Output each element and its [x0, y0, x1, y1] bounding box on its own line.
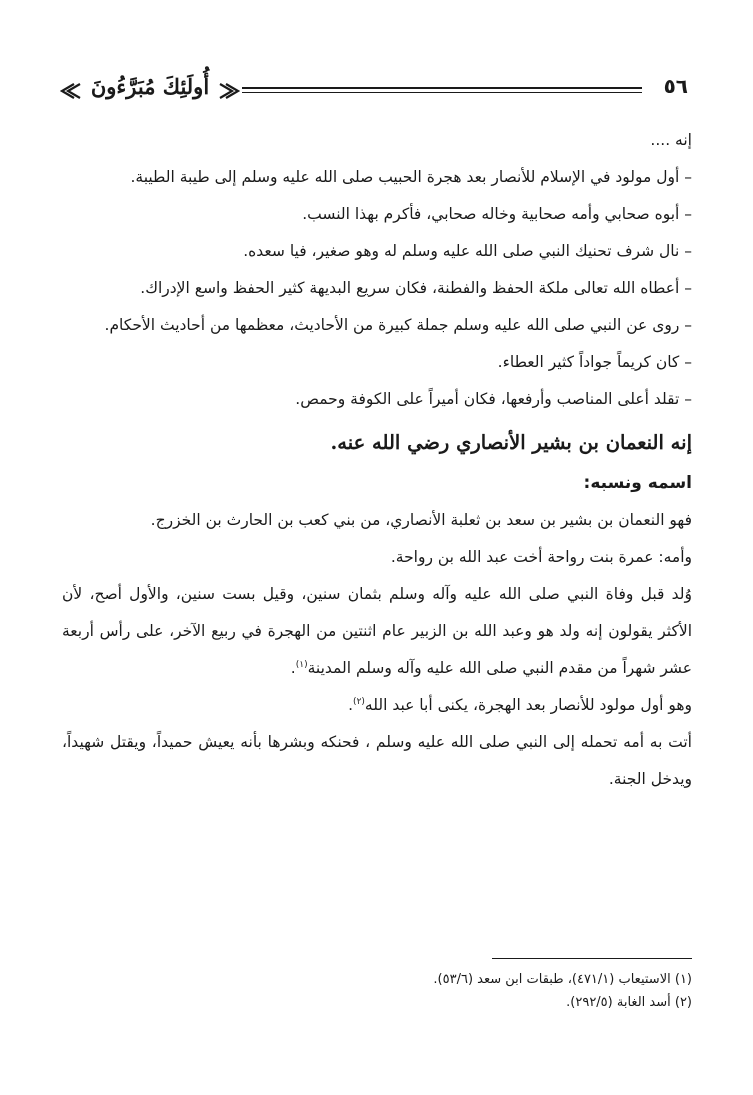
bullet-paragraph: – أعطاه الله تعالى ملكة الحفظ والفطنة، فكان سريع البديهة كثير الحفظ واسع الإدراك. — [140, 279, 692, 297]
header-double-rule — [242, 87, 642, 95]
bullet-paragraph: – نال شرف تحنيك النبي صلى الله عليه وسلم له وهو صغير، فيا سعده. — [243, 242, 692, 260]
ornament-left-icon — [60, 82, 82, 100]
section-heading: إنه النعمان بن بشير الأنصاري رضي الله عنه. — [330, 431, 692, 454]
footnote: (١) الاستيعاب (٤٧١/١)، طبقات ابن سعد (٥٣/٦). — [433, 972, 692, 987]
running-title: أُولَئِكَ مُبَرَّءُونَ — [90, 74, 210, 99]
paragraph: أتت به أمه تحمله إلى النبي صلى الله عليه وسلم ، فحنكه وبشرها بأنه يعيش حميداً، ويقتل شهيداً، ويدخل الجنة. — [62, 733, 692, 788]
paragraph: وُلد قبل وفاة النبي صلى الله عليه وآله وسلم بثمان سنين، وقيل بست سنين، والأول أصح، لأن الأكثر يقولون إنه ولد هو وعبد الله بن الزبير عام اثنتين من الهجرة في ربيع الآخر، على رأس أربعة عشر شهراً من مقدم النبي صلى الله عليه وآله وسلم المدينة$^{(١)}$. — [62, 585, 692, 677]
paragraph: فهو النعمان بن بشير بن سعد بن ثعلبة الأنصاري، من بني كعب بن الحارث بن الخزرج. — [150, 511, 692, 529]
running-title-box — [60, 60, 240, 120]
bullet-paragraph: – روى عن النبي صلى الله عليه وسلم جملة كبيرة من الأحاديث، معظمها من أحاديث الأحكام. — [104, 316, 692, 334]
subsection-heading: اسمه ونسبه: — [583, 473, 692, 493]
bullet-paragraph: – أبوه صحابي وأمه صحابية وخاله صحابي، فأكرم بهذا النسب. — [302, 205, 692, 223]
paragraph-text: وهو أول مولود للأنصار بعد الهجرة، يكنى أبا عبد الله — [364, 696, 692, 714]
bullet-paragraph: – أول مولود في الإسلام للأنصار بعد هجرة الحبيب صلى الله عليه وسلم إلى طيبة الطيبة. — [130, 168, 692, 186]
ornament-right-icon — [218, 82, 240, 100]
paragraph: وأمه: عمرة بنت رواحة أخت عبد الله بن رواحة. — [390, 548, 692, 566]
footnotes — [62, 968, 692, 1014]
main-text — [62, 122, 692, 798]
footnote: (٢) أسد الغابة (٢٩٢/٥). — [566, 995, 692, 1010]
paragraph-intro: إنه .... — [650, 131, 692, 149]
footnote-separator — [492, 958, 692, 959]
page-header — [60, 60, 688, 120]
paragraph: وهو أول مولود للأنصار بعد الهجرة، يكنى أبا عبد الله$^{(٢)}$. — [348, 696, 692, 714]
page-number: ٥٦ — [663, 74, 688, 98]
footnote-ref-1: (١) — [295, 659, 308, 670]
bullet-paragraph: – كان كريماً جواداً كثير العطاء. — [497, 353, 692, 371]
paragraph-text: وُلد قبل وفاة النبي صلى الله عليه وآله وسلم بثمان سنين، وقيل بست سنين، والأول أصح، لأن الأكثر يقولون إنه ولد هو وعبد الله بن الزبير عام اثنتين من الهجرة في ربيع الآخر، على رأس أربعة عشر شهراً من مقدم النبي صلى الله عليه وآله وسلم المدينة — [62, 585, 692, 677]
footnote-ref-2: (٢) — [353, 696, 365, 707]
bullet-paragraph: – تقلد أعلى المناصب وأرفعها، فكان أميراً على الكوفة وحمص. — [295, 390, 692, 408]
